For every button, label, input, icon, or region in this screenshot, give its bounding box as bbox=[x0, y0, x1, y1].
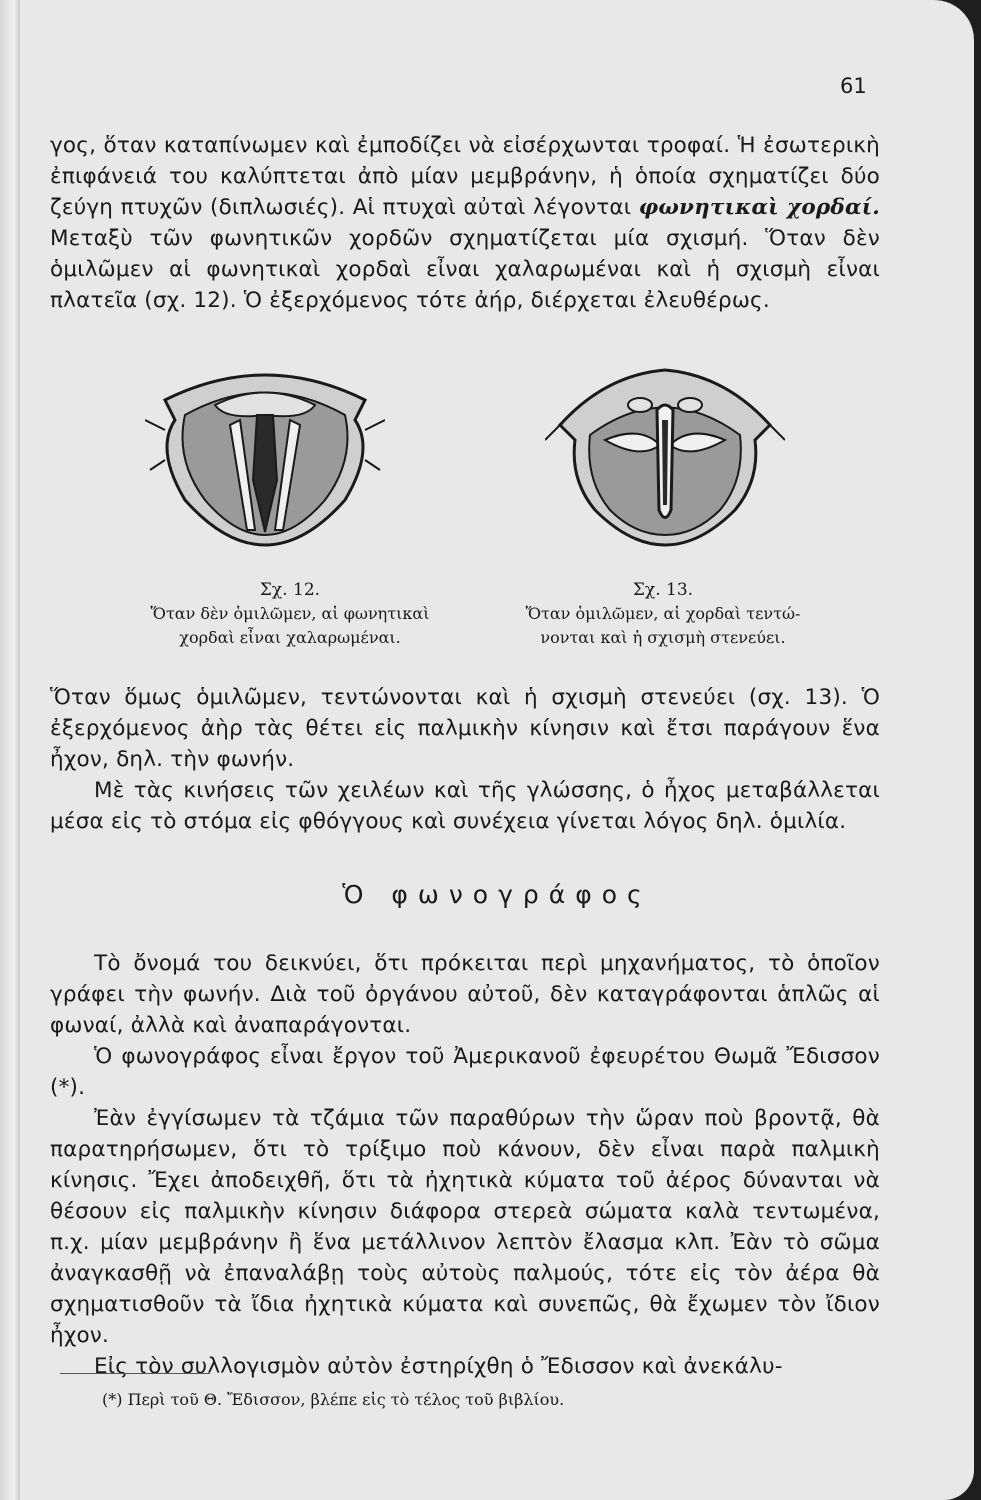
paragraphs-speech bbox=[50, 682, 880, 837]
page-number: 61 bbox=[840, 74, 867, 98]
figure-12-illustration bbox=[145, 360, 385, 554]
section-heading: Ὁ φωνογράφος bbox=[342, 880, 652, 909]
figure-13-label: Σχ. 13. bbox=[632, 580, 694, 600]
figure-13-caption bbox=[498, 578, 828, 650]
larynx-open-glottis-drawing bbox=[145, 360, 385, 550]
figure-12-label: Σχ. 12. bbox=[259, 580, 321, 600]
figure-12-caption bbox=[125, 578, 455, 650]
book-spine-edge bbox=[0, 0, 20, 1500]
figure-12-caption-line1: Ὅταν δὲν ὁμιλῶμεν, αἱ φωνητικαὶ bbox=[150, 604, 430, 623]
paragraph-vocal-cords bbox=[50, 130, 880, 316]
figure-13-caption-line2: νονται καὶ ἡ σχισμὴ στενεύει. bbox=[540, 628, 786, 647]
footnote: (*) Περὶ τοῦ Θ. Ἔδισσον, βλέπε εἰς τὸ τέλος τοῦ βιβλίου. bbox=[102, 1390, 565, 1409]
larynx-narrow-glottis-drawing bbox=[545, 360, 785, 550]
paragraph-text-start: γος, ὅταν καταπίνωμεν καὶ ἐμποδίζει νὰ εἰσέρχωνται τροφαί. Ἡ ἐσωτερικὴ ἐπιφάνειά του καλύπτεται ἀπὸ μίαν μεμβράνην, ἡ ὁποία σχηματίζει δύο ζεύγη πτυχῶν (διπλωσιές). Αἱ πτυχαὶ αὐταὶ λέγονται bbox=[50, 133, 880, 220]
paragraph-vibration: Ἐὰν ἐγγίσωμεν τὰ τζάμια τῶν παραθύρων τὴν ὥραν ποὺ βροντᾷ, θὰ παρατηρήσωμεν, ὅτι τὸ τρίξιμο ποὺ κάνουν, δὲν εἶναι παρὰ παλμικὴ κίνησις. Ἔχει ἀποδειχθῆ, ὅτι τὰ ἠχητικὰ κύματα τοῦ ἀέρος δύνανται νὰ θέσουν εἰς παλμικὴν κίνησιν διάφορα στερεὰ σώματα καλὰ τεντωμένα, π.χ. μίαν μεμβράνην ἢ ἕνα μετάλλινον λεπτὸν ἔλασμα κλπ. Ἐὰν τὸ σῶμα ἀναγκασθῇ νὰ ἐπαναλάβῃ τοὺς αὐτοὺς παλμούς, τότε εἰς τὸν ἀέρα θὰ σχηματισθοῦν τὰ ἴδια ἠχητικὰ κύματα καὶ συνεπῶς, θὰ ἔχωμεν τὸν ἴδιον ἦχον. bbox=[50, 1106, 880, 1348]
figure-12-caption-line2: χορδαὶ εἶναι χαλαρωμέναι. bbox=[179, 628, 401, 647]
figure-13-caption-line1: Ὅταν ὁμιλῶμεν, αἱ χορδαὶ τεντώ- bbox=[525, 604, 801, 623]
figure-13-illustration bbox=[545, 360, 785, 554]
emphasis-vocal-cords: φωνητικαὶ χορδαί. bbox=[638, 195, 880, 220]
paragraph-phonograph-inventor: Ὁ φωνογράφος εἶναι ἔργον τοῦ Ἀμερικανοῦ ἐφευρέτου Θωμᾶ Ἔδισσον (*). bbox=[50, 1044, 880, 1100]
paragraph-speech-formation: Μὲ τὰς κινήσεις τῶν χειλέων καὶ τῆς γλώσσης, ὁ ἦχος μεταβάλλεται μέσα εἰς τὸ στόμα εἰς φθόγγους καὶ συνέχεια γίνεται λόγος δηλ. ὁμιλία. bbox=[50, 778, 880, 834]
paragraph-phonograph-name: Τὸ ὄνομά του δεικνύει, ὅτι πρόκειται περὶ μηχανήματος, τὸ ὁποῖον γράφει τὴν φωνήν. Διὰ τοῦ ὀργάνου αὐτοῦ, δὲν καταγράφονται ἁπλῶς αἱ φωναί, ἀλλὰ καὶ ἀναπαράγονται. bbox=[50, 951, 880, 1038]
book-page bbox=[20, 0, 974, 1500]
paragraph-edison: Εἰς τὸν συλλογισμὸν αὐτὸν ἐστηρίχθη ὁ Ἔδισσον καὶ ἀνεκάλυ- bbox=[94, 1354, 783, 1379]
paragraph-text-end: Μεταξὺ τῶν φωνητικῶν χορδῶν σχηματίζεται μία σχισμή. Ὅταν δὲν ὁμιλῶμεν αἱ φωνητικαὶ χορδαὶ εἶναι χαλαρωμέναι καὶ ἡ σχισμὴ εἶναι πλατεῖα (σχ. 12). Ὁ ἐξερχόμενος τότε ἀήρ, διέρχεται ἐλευθέρως. bbox=[50, 226, 880, 313]
paragraphs-phonograph bbox=[50, 948, 880, 1382]
paragraph-speaking: Ὅταν ὅμως ὁμιλῶμεν, τεντώνονται καὶ ἡ σχισμὴ στενεύει (σχ. 13). Ὁ ἐξερχόμενος ἀὴρ τὰς θέτει εἰς παλμικὴν κίνησιν καὶ ἔτσι παράγουν ἕνα ἦχον, δηλ. τὴν φωνήν. bbox=[50, 685, 880, 772]
footnote-divider bbox=[60, 1373, 210, 1374]
